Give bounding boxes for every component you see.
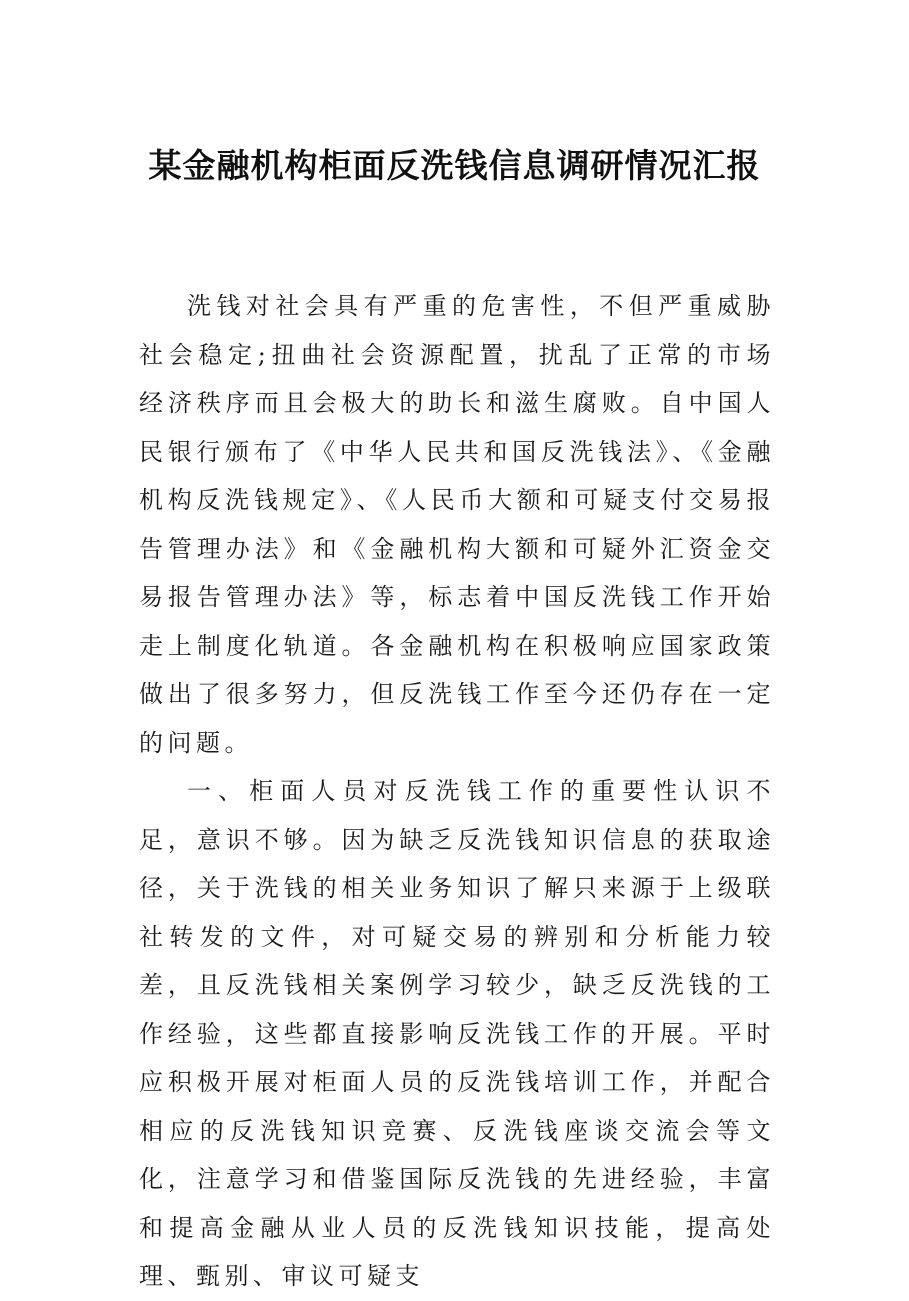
paragraph-intro: 洗钱对社会具有严重的危害性，不但严重威胁社会稳定;扭曲社会资源配置，扰乱了正常的市场经济秩序而且会极大的助长和滋生腐败。自中国人民银行颁布了《中华人民共和国反洗钱法》、《金融机构反洗钱规定》、《人民币大额和可疑支付交易报告管理办法》和《金融机构大额和可疑外汇资金交易报告管理办法》等，标志着中国反洗钱工作开始走上制度化轨道。各金融机构在积极响应国家政策做出了很多努力，但反洗钱工作至今还仍存在一定的问题。	[139, 292, 775, 757]
document-title: 某金融机构柜面反洗钱信息调研情况汇报	[148, 146, 761, 185]
document-body	[139, 282, 775, 1301]
paragraph-section-one: 一、柜面人员对反洗钱工作的重要性认识不足，意识不够。因为缺乏反洗钱知识信息的获取途径，关于洗钱的相关业务知识了解只来源于上级联社转发的文件，对可疑交易的辨别和分析能力较差，且反洗钱相关案例学习较少，缺乏反洗钱的工作经验，这些都直接影响反洗钱工作的开展。平时应积极开展对柜面人员的反洗钱培训工作，并配合相应的反洗钱知识竞赛、反洗钱座谈交流会等文化，注意学习和借鉴国际反洗钱的先进经验，丰富和提高金融从业人员的反洗钱知识技能，提高处理、甄别、审议可疑支	[139, 777, 775, 1290]
